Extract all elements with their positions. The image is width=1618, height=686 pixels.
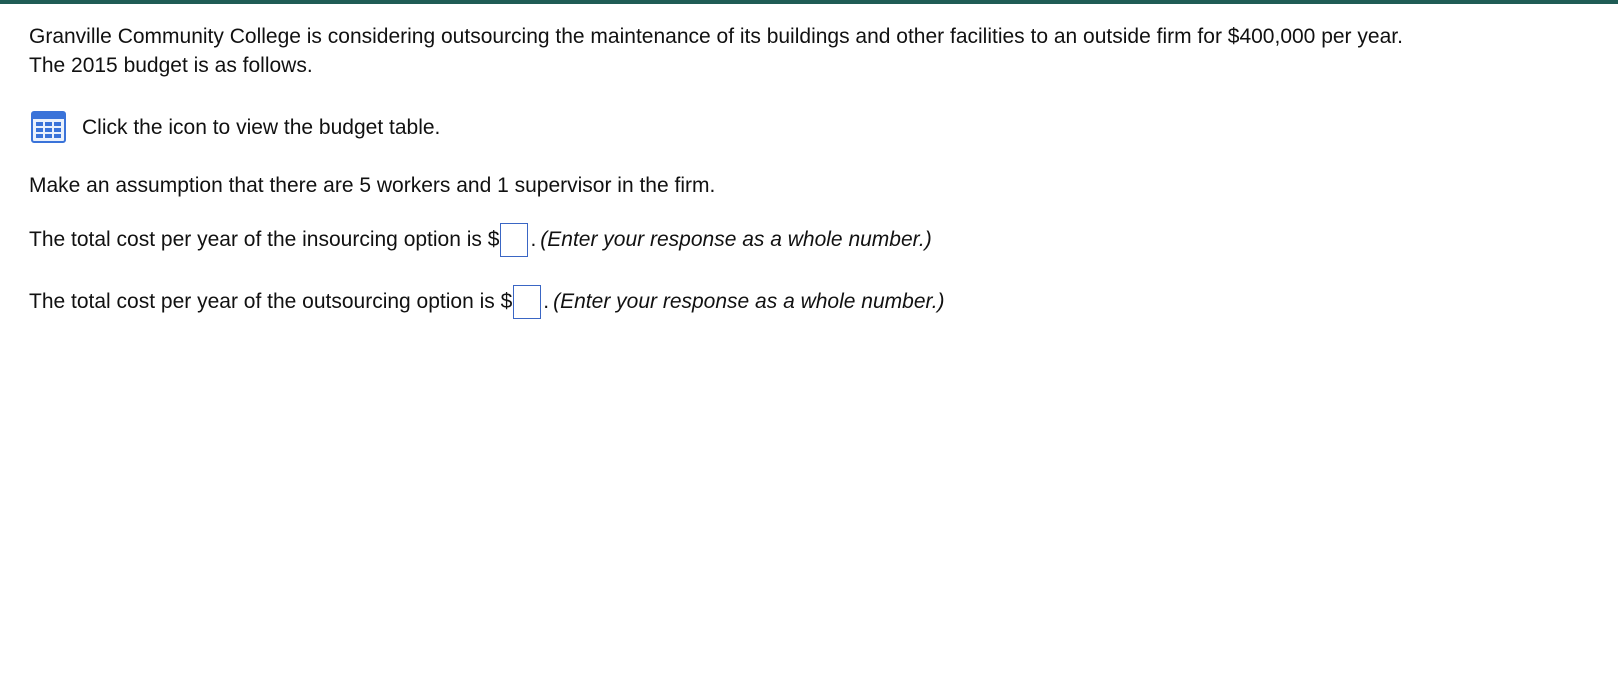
insourcing-hint: (Enter your response as a whole number.): [540, 228, 932, 251]
insourcing-question-text: The total cost per year of the insourcing option is $: [29, 228, 500, 251]
outsourcing-question-text: The total cost per year of the outsourcing option is $: [29, 290, 513, 313]
table-grid-icon[interactable]: [31, 111, 66, 143]
budget-table-link-text: Click the icon to view the budget table.: [82, 115, 441, 139]
outsourcing-cost-input[interactable]: [513, 285, 541, 319]
top-accent-bar: [0, 0, 1618, 4]
insourcing-cost-input[interactable]: [500, 223, 528, 257]
question-intro: [29, 22, 1589, 80]
question-content: [29, 22, 1589, 320]
outsourcing-period: .: [543, 290, 550, 313]
intro-line-2: The 2015 budget is as follows.: [29, 54, 313, 77]
insourcing-question: [29, 222, 1589, 258]
outsourcing-hint: (Enter your response as a whole number.): [553, 290, 945, 313]
budget-table-link-row: [29, 109, 1589, 145]
outsourcing-question: [29, 284, 1589, 320]
intro-line-1: Granville Community College is considering outsourcing the maintenance of its buildings and other facilities to an outside firm for $400,000 per year.: [29, 25, 1403, 48]
assumption-text: Make an assumption that there are 5 workers and 1 supervisor in the firm.: [29, 174, 716, 197]
insourcing-period: .: [530, 228, 537, 251]
